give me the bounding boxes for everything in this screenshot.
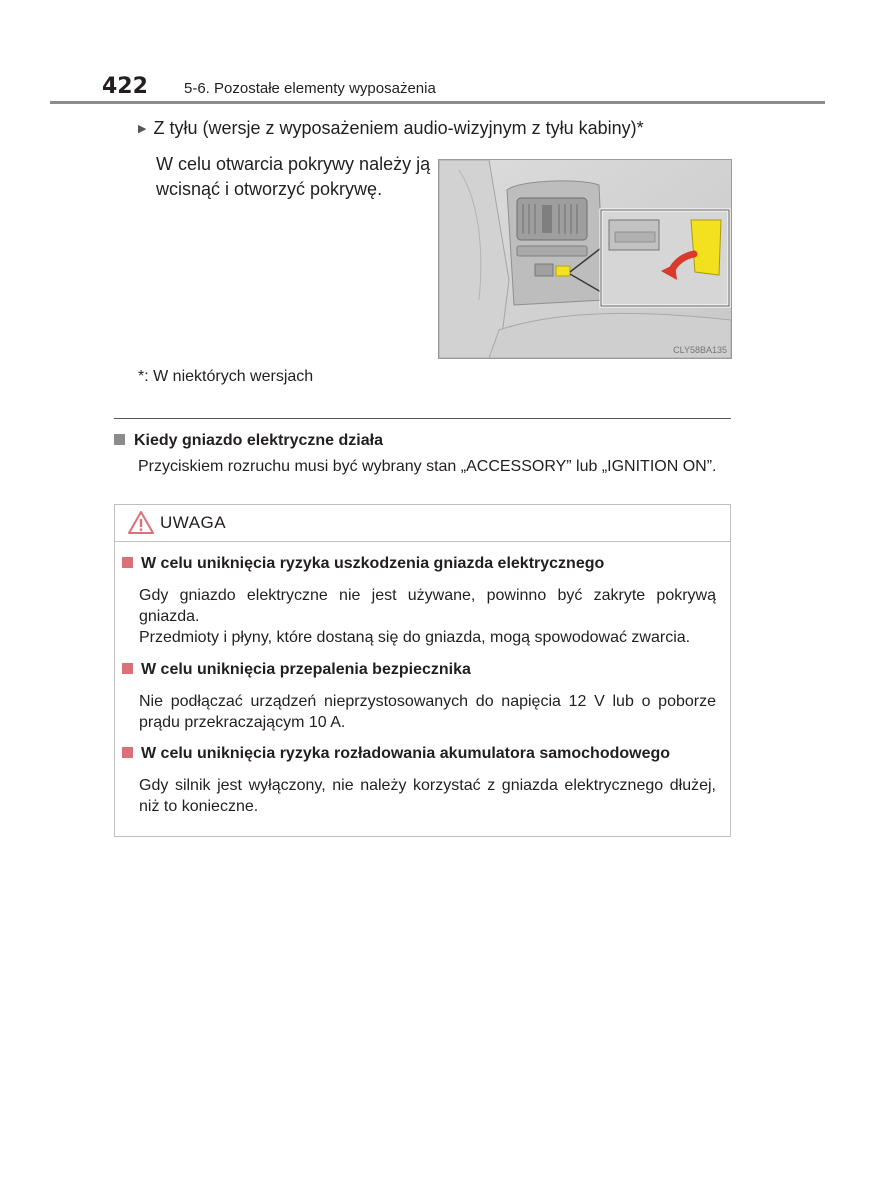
caution-header <box>115 505 730 542</box>
info-text: Przyciskiem rozruchu musi być wybrany stan „ACCESSORY” lub „IGNITION ON”. <box>138 458 717 475</box>
caution-item-heading <box>122 661 471 679</box>
red-square-bullet-icon <box>122 747 133 758</box>
caution-item-heading-text: W celu uniknięcia ryzyka uszkodzenia gniazda elektrycznego <box>141 555 605 572</box>
red-square-bullet-icon <box>122 663 133 674</box>
socket-cover-illustration <box>438 159 732 359</box>
item-heading <box>138 118 644 139</box>
info-heading <box>114 432 383 450</box>
caution-item-text: Przedmioty i płyny, które dostaną się do gniazda, mogą spowodować zwarcia. <box>139 629 691 646</box>
item-heading-text: Z tyłu (wersje z wyposażeniem audio-wizyjnym z tyłu kabiny)* <box>153 118 644 138</box>
square-bullet-icon <box>114 434 125 445</box>
console-drawing <box>439 160 731 358</box>
section-title: 5-6. Pozostałe elementy wyposażenia <box>184 80 436 97</box>
socket-highlight-small <box>556 266 570 276</box>
caution-item-text: Gdy gniazdo elektryczne nie jest używane, powinno być zakryte pokrywą gniazda. <box>139 587 716 625</box>
item-description: W celu otwarcia pokrywy należy ją wcisnąć i otworzyć pokrywę. <box>156 154 431 199</box>
socket-cover-highlight <box>691 220 721 275</box>
warning-triangle-icon <box>127 510 155 535</box>
caution-item-text: Nie podłączać urządzeń nieprzystosowanych do napięcia 12 V lub o poborze prądu przekraczającym 10 A. <box>139 693 716 731</box>
figure-code: CLY58BA135 <box>673 345 727 355</box>
footnote: *: W niektórych wersjach <box>138 368 314 385</box>
triangle-bullet-icon: ▶ <box>138 123 147 135</box>
page-header <box>0 0 877 110</box>
caution-item-text: Gdy silnik jest wyłączony, nie należy korzystać z gniazda elektrycznego dłużej, niż to konieczne. <box>139 777 716 815</box>
caution-title: UWAGA <box>160 513 227 532</box>
page-number: 422 <box>102 74 148 99</box>
section-divider <box>114 418 731 419</box>
caution-item-heading-text: W celu uniknięcia ryzyka rozładowania akumulatora samochodowego <box>141 745 671 762</box>
caution-box <box>114 504 731 837</box>
caution-item-heading-text: W celu uniknięcia przepalenia bezpiecznika <box>141 661 471 678</box>
caution-item-heading <box>122 555 604 573</box>
info-heading-text: Kiedy gniazdo elektryczne działa <box>134 432 383 449</box>
caution-item-heading <box>122 745 670 763</box>
red-square-bullet-icon <box>122 557 133 568</box>
header-rule <box>50 101 825 104</box>
